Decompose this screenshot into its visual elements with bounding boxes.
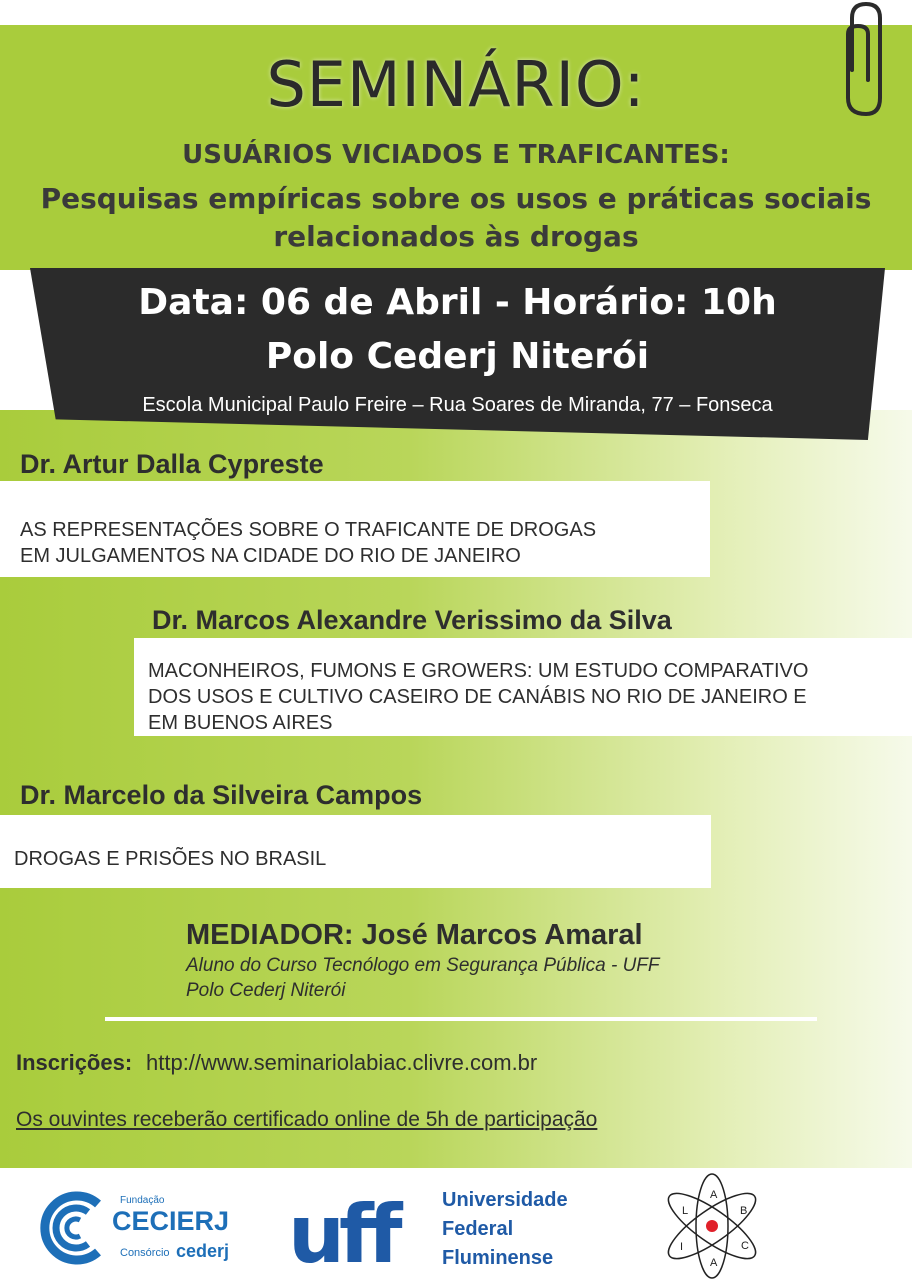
- atom-letter: A: [710, 1189, 718, 1201]
- event-date-time: Data: 06 de Abril - Horário: 10h: [138, 282, 777, 323]
- speaker-name-3: Dr. Marcelo da Silveira Campos: [20, 780, 423, 810]
- cecierj-logo: [40, 1186, 250, 1266]
- mediator-title: MEDIADOR: José Marcos Amaral: [186, 919, 643, 951]
- talk-title-1: [20, 517, 700, 569]
- event-venue: Polo Cederj Niterói: [265, 336, 650, 377]
- atom-letter: A: [710, 1257, 718, 1269]
- uff-name-line: Federal: [442, 1218, 514, 1240]
- talk-title-3: [14, 846, 694, 872]
- subtitle-line-2: Pesquisas empíricas sobre os usos e práticas sociais: [40, 182, 872, 215]
- uff-name-line: Universidade: [442, 1189, 568, 1211]
- talk-title-2: [148, 658, 903, 736]
- speaker-name-1: Dr. Artur Dalla Cypreste: [20, 449, 324, 479]
- speaker-name-2: Dr. Marcos Alexandre Verissimo da Silva: [152, 605, 672, 635]
- cecierj-bottom-text: Consórcio: [120, 1247, 170, 1259]
- page-title: SEMINÁRIO:: [266, 48, 646, 121]
- talk-title-line: EM JULGAMENTOS NA CIDADE DO RIO DE JANEIRO: [20, 545, 521, 567]
- talk-title-line: DROGAS E PRISÕES NO BRASIL: [14, 848, 327, 870]
- talk-title-line: AS REPRESENTAÇÕES SOBRE O TRAFICANTE DE DROGAS: [20, 519, 597, 541]
- uff-mark: uff: [288, 1188, 397, 1266]
- atom-letter: B: [740, 1205, 748, 1217]
- uff-name: [442, 1186, 568, 1273]
- nucleus-dot: [706, 1220, 718, 1232]
- registration-link[interactable]: http://www.seminariolabiac.clivre.com.br: [146, 1050, 538, 1075]
- uff-name-line: Fluminense: [442, 1247, 554, 1269]
- certificate-note: Os ouvintes receberão certificado online de 5h de participação: [16, 1108, 598, 1131]
- cecierj-main-text: CECIERJ: [112, 1206, 230, 1236]
- labiac-atom-logo: [655, 1172, 770, 1280]
- uff-logo: [288, 1186, 438, 1266]
- mediator-role: Aluno do Curso Tecnólogo em Segurança Pública - UFF: [186, 955, 660, 976]
- subtitle-line-3: relacionados às drogas: [273, 220, 639, 253]
- atom-letter: C: [741, 1240, 749, 1252]
- atom-letter: I: [680, 1241, 684, 1253]
- event-address: Escola Municipal Paulo Freire – Rua Soares de Miranda, 77 – Fonseca: [142, 394, 773, 416]
- divider: [105, 1017, 817, 1021]
- talk-title-line: EM BUENOS AIRES: [148, 712, 333, 734]
- mediator-place: Polo Cederj Niterói: [186, 980, 346, 1001]
- registration-label: Inscrições:: [16, 1050, 133, 1075]
- cederj-text: cederj: [176, 1241, 230, 1261]
- cecierj-top-text: Fundação: [120, 1195, 165, 1206]
- talk-title-line: DOS USOS E CULTIVO CASEIRO DE CANÁBIS NO RIO DE JANEIRO E: [148, 686, 807, 708]
- atom-letter: L: [682, 1205, 689, 1217]
- subtitle: [0, 180, 912, 256]
- subtitle-line-1: USUÁRIOS VICIADOS E TRAFICANTES:: [182, 140, 730, 170]
- talk-title-line: MACONHEIROS, FUMONS E GROWERS: UM ESTUDO COMPARATIVO: [148, 660, 809, 682]
